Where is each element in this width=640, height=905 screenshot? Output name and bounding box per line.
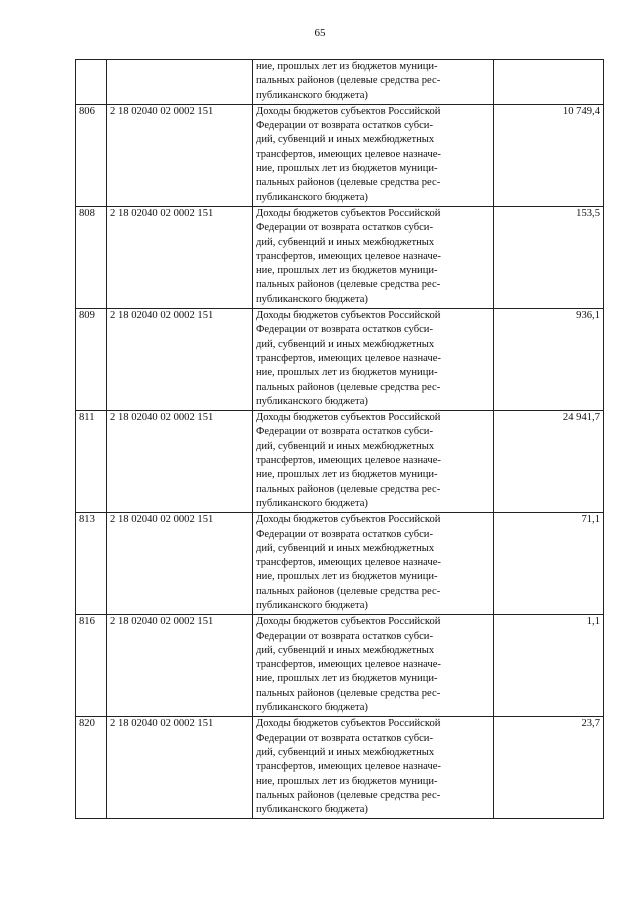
admin-code-cell: 813 — [76, 513, 107, 615]
admin-code-cell — [76, 60, 107, 105]
table-row — [76, 513, 604, 615]
amount-cell: 24 941,7 — [494, 411, 604, 513]
table-row — [76, 309, 604, 411]
admin-code-cell: 820 — [76, 717, 107, 819]
budget-code-cell: 2 18 02040 02 0002 151 — [107, 513, 253, 615]
budget-code-cell: 2 18 02040 02 0002 151 — [107, 717, 253, 819]
budget-code-cell: 2 18 02040 02 0002 151 — [107, 206, 253, 308]
amount-cell: 936,1 — [494, 309, 604, 411]
description-line: Доходы бюджетов субъектов Российской — [256, 207, 441, 219]
description-line: трансфертов, имеющих целевое назначе- — [256, 352, 441, 364]
table-body — [76, 60, 604, 819]
description-cell — [253, 309, 494, 411]
admin-code-cell: 808 — [76, 206, 107, 308]
description-line: дий, субвенций и иных межбюджетных — [256, 338, 435, 350]
description-line: дий, субвенций и иных межбюджетных — [256, 440, 435, 452]
table-row — [76, 717, 604, 819]
description-cell — [253, 60, 494, 105]
table-row — [76, 206, 604, 308]
description-cell — [253, 615, 494, 717]
description-line: дий, субвенций и иных межбюджетных — [256, 746, 435, 758]
description-line: дий, субвенций и иных межбюджетных — [256, 236, 435, 248]
description-line: Федерации от возврата остатков субси- — [256, 222, 434, 234]
amount-cell: 1,1 — [494, 615, 604, 717]
admin-code-cell: 811 — [76, 411, 107, 513]
description-line: ние, прошлых лет из бюджетов муници- — [256, 265, 438, 277]
description-line: Федерации от возврата остатков субси- — [256, 120, 434, 132]
description-line: ние, прошлых лет из бюджетов муници- — [256, 775, 438, 787]
description-line: Доходы бюджетов субъектов Российской — [256, 514, 441, 526]
description-line: публиканского бюджета) — [256, 395, 368, 407]
description-line: публиканского бюджета) — [256, 89, 368, 101]
description-line: пальных районов (целевые средства рес- — [256, 75, 441, 87]
description-line: публиканского бюджета) — [256, 191, 368, 203]
description-line: ние, прошлых лет из бюджетов муници- — [256, 163, 438, 175]
description-line: дий, субвенций и иных межбюджетных — [256, 644, 435, 656]
budget-revenue-table — [75, 59, 604, 819]
description-line: трансфертов, имеющих целевое назначе- — [256, 455, 441, 467]
budget-code-cell: 2 18 02040 02 0002 151 — [107, 411, 253, 513]
table-row — [76, 104, 604, 206]
description-cell — [253, 513, 494, 615]
amount-cell: 71,1 — [494, 513, 604, 615]
admin-code-cell: 816 — [76, 615, 107, 717]
description-line: трансфертов, имеющих целевое назначе- — [256, 250, 441, 262]
description-line: ние, прошлых лет из бюджетов муници- — [256, 61, 438, 72]
description-line: трансфертов, имеющих целевое назначе- — [256, 557, 441, 569]
budget-code-cell: 2 18 02040 02 0002 151 — [107, 615, 253, 717]
description-line: Федерации от возврата остатков субси- — [256, 630, 434, 642]
description-line: Доходы бюджетов субъектов Российской — [256, 718, 441, 730]
description-cell — [253, 104, 494, 206]
description-line: пальных районов (целевые средства рес- — [256, 381, 441, 393]
description-cell — [253, 717, 494, 819]
description-line: пальных районов (целевые средства рес- — [256, 279, 441, 291]
table-row — [76, 615, 604, 717]
description-line: дий, субвенций и иных межбюджетных — [256, 542, 435, 554]
table-row — [76, 411, 604, 513]
description-line: пальных районов (целевые средства рес- — [256, 483, 441, 495]
description-line: публиканского бюджета) — [256, 702, 368, 714]
description-line: ние, прошлых лет из бюджетов муници- — [256, 469, 438, 481]
page-number: 65 — [314, 27, 326, 39]
description-line: дий, субвенций и иных межбюджетных — [256, 134, 435, 146]
description-line: трансфертов, имеющих целевое назначе- — [256, 659, 441, 671]
description-line: пальных районов (целевые средства рес- — [256, 687, 441, 699]
description-line: публиканского бюджета) — [256, 497, 368, 509]
description-line: публиканского бюджета) — [256, 293, 368, 305]
budget-code-cell — [107, 60, 253, 105]
amount-cell: 23,7 — [494, 717, 604, 819]
description-line: Доходы бюджетов субъектов Российской — [256, 310, 441, 322]
table-row-continuation — [76, 60, 604, 105]
description-line: публиканского бюджета) — [256, 599, 368, 611]
description-line: публиканского бюджета) — [256, 804, 368, 816]
description-line: Доходы бюджетов субъектов Российской — [256, 616, 441, 628]
amount-cell: 10 749,4 — [494, 104, 604, 206]
admin-code-cell: 806 — [76, 104, 107, 206]
description-line: трансфертов, имеющих целевое назначе- — [256, 761, 441, 773]
description-line: Федерации от возврата остатков субси- — [256, 324, 434, 336]
description-line: Федерации от возврата остатков субси- — [256, 732, 434, 744]
description-cell — [253, 206, 494, 308]
description-line: Федерации от возврата остатков субси- — [256, 528, 434, 540]
description-line: Федерации от возврата остатков субси- — [256, 426, 434, 438]
description-line: ние, прошлых лет из бюджетов муници- — [256, 673, 438, 685]
budget-code-cell: 2 18 02040 02 0002 151 — [107, 104, 253, 206]
description-line: трансфертов, имеющих целевое назначе- — [256, 148, 441, 160]
budget-code-cell: 2 18 02040 02 0002 151 — [107, 309, 253, 411]
description-line: пальных районов (целевые средства рес- — [256, 585, 441, 597]
description-cell — [253, 411, 494, 513]
description-line: ние, прошлых лет из бюджетов муници- — [256, 571, 438, 583]
description-line: Доходы бюджетов субъектов Российской — [256, 412, 441, 424]
description-line: ние, прошлых лет из бюджетов муници- — [256, 367, 438, 379]
amount-cell — [494, 60, 604, 105]
admin-code-cell: 809 — [76, 309, 107, 411]
description-line: пальных районов (целевые средства рес- — [256, 789, 441, 801]
description-line: Доходы бюджетов субъектов Российской — [256, 105, 441, 117]
description-line: пальных районов (целевые средства рес- — [256, 177, 441, 189]
amount-cell: 153,5 — [494, 206, 604, 308]
